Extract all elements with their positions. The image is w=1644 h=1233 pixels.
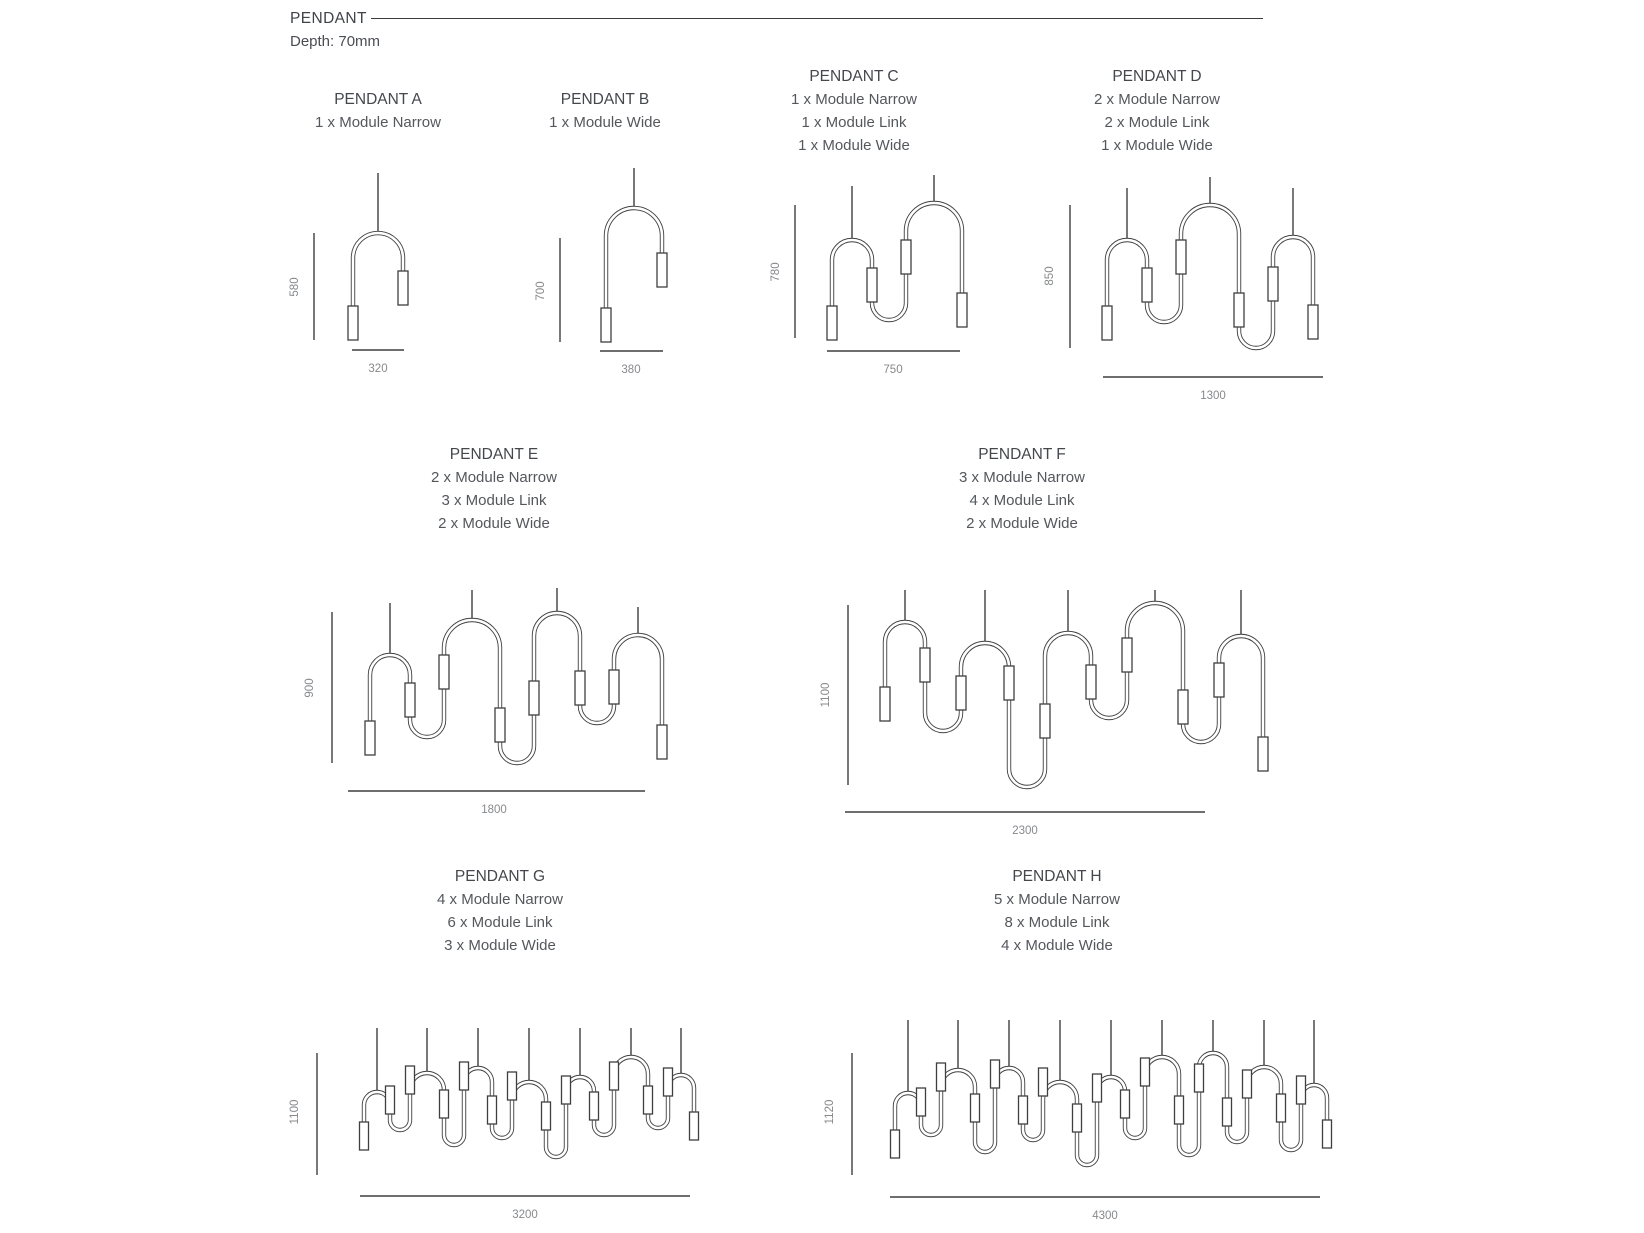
page-title: PENDANT bbox=[290, 10, 367, 27]
lamp-module bbox=[529, 681, 539, 715]
lamp-module bbox=[1308, 305, 1318, 339]
lamp-module bbox=[601, 308, 611, 342]
width-dimension-label: 320 bbox=[368, 363, 388, 375]
lamp-module bbox=[867, 268, 877, 302]
width-dimension-label: 1800 bbox=[481, 804, 507, 816]
lamp-module bbox=[439, 655, 449, 689]
lamp-module bbox=[1258, 737, 1268, 771]
width-dimension-label: 1300 bbox=[1200, 390, 1226, 402]
tube-outline bbox=[885, 603, 1263, 787]
lamp-module bbox=[1039, 1068, 1048, 1096]
lamp-module bbox=[1323, 1120, 1332, 1148]
pendant-drawing bbox=[500, 160, 770, 390]
module-count-line: 6 x Module Link bbox=[447, 914, 553, 931]
pendant-drawing bbox=[285, 1005, 715, 1233]
module-count-line: 3 x Module Wide bbox=[444, 937, 556, 954]
height-dimension-label: 700 bbox=[535, 281, 547, 301]
lamp-module bbox=[1004, 666, 1014, 700]
tube-inner-line bbox=[606, 208, 662, 308]
lamp-module bbox=[1297, 1076, 1306, 1104]
pendant-title-block bbox=[872, 443, 1172, 535]
lamp-module bbox=[891, 1130, 900, 1158]
module-count-line: 1 x Module Narrow bbox=[791, 91, 917, 108]
lamp-module bbox=[1102, 306, 1112, 340]
lamp-module bbox=[1122, 638, 1132, 672]
lamp-module bbox=[508, 1072, 517, 1100]
width-dimension-label: 380 bbox=[621, 364, 641, 376]
module-count-line: 8 x Module Link bbox=[1004, 914, 1110, 931]
lamp-module bbox=[690, 1112, 699, 1140]
lamp-module bbox=[937, 1063, 946, 1091]
module-count-line: 5 x Module Narrow bbox=[994, 891, 1120, 908]
lamp-module bbox=[1121, 1090, 1130, 1118]
lamp-module bbox=[1223, 1098, 1232, 1126]
lamp-module bbox=[1268, 267, 1278, 301]
lamp-module bbox=[1073, 1104, 1082, 1132]
lamp-module bbox=[386, 1086, 395, 1114]
module-count-line: 1 x Module Link bbox=[801, 114, 907, 131]
lamp-module bbox=[827, 306, 837, 340]
module-count-line: 4 x Module Narrow bbox=[437, 891, 563, 908]
lamp-module bbox=[1243, 1070, 1252, 1098]
module-count-line: 2 x Module Narrow bbox=[431, 469, 557, 486]
pendant-drawing bbox=[815, 1005, 1360, 1233]
lamp-module bbox=[657, 725, 667, 759]
lamp-module bbox=[644, 1086, 653, 1114]
pendant-drawing bbox=[280, 575, 690, 830]
lamp-module bbox=[360, 1122, 369, 1150]
lamp-module bbox=[1093, 1074, 1102, 1102]
width-dimension-label: 750 bbox=[883, 364, 903, 376]
pendant-title: PENDANT A bbox=[334, 91, 422, 108]
height-dimension-label: 1100 bbox=[289, 1099, 301, 1125]
lamp-module bbox=[1214, 663, 1224, 697]
pendant-title: PENDANT B bbox=[560, 91, 650, 108]
module-count-line: 1 x Module Wide bbox=[1101, 137, 1213, 154]
lamp-module bbox=[957, 293, 967, 327]
pendant-drawing bbox=[770, 160, 1000, 395]
lamp-module bbox=[406, 1066, 415, 1094]
lamp-module bbox=[1195, 1064, 1204, 1092]
height-dimension-label: 580 bbox=[289, 277, 301, 297]
lamp-module bbox=[365, 721, 375, 755]
lamp-module bbox=[488, 1096, 497, 1124]
pendant-drawing bbox=[280, 160, 480, 390]
lamp-module bbox=[460, 1062, 469, 1090]
pendant-title: PENDANT D bbox=[1112, 68, 1202, 85]
pendant-title: PENDANT C bbox=[809, 68, 899, 85]
lamp-module bbox=[562, 1076, 571, 1104]
height-dimension-label: 1120 bbox=[824, 1099, 836, 1125]
module-count-line: 1 x Module Wide bbox=[798, 137, 910, 154]
pendant-title: PENDANT F bbox=[978, 446, 1066, 463]
module-count-line: 3 x Module Link bbox=[441, 492, 547, 509]
lamp-module bbox=[901, 240, 911, 274]
module-count-line: 1 x Module Wide bbox=[549, 114, 661, 131]
pendant-title: PENDANT E bbox=[449, 446, 539, 463]
pendant-title-block bbox=[350, 865, 650, 957]
width-dimension-label: 4300 bbox=[1092, 1210, 1118, 1222]
page-subtitle: Depth: 70mm bbox=[290, 33, 381, 50]
lamp-module bbox=[575, 671, 585, 705]
width-dimension-label: 3200 bbox=[512, 1209, 538, 1221]
tube-inner-line bbox=[885, 603, 1263, 787]
lamp-module bbox=[657, 253, 667, 287]
lamp-module bbox=[917, 1088, 926, 1116]
module-count-line: 1 x Module Narrow bbox=[315, 114, 441, 131]
tube-outline bbox=[606, 208, 662, 308]
lamp-module bbox=[1176, 240, 1186, 274]
lamp-module bbox=[1019, 1096, 1028, 1124]
lamp-module bbox=[348, 306, 358, 340]
module-count-line: 2 x Module Link bbox=[1104, 114, 1210, 131]
module-count-line: 4 x Module Wide bbox=[1001, 937, 1113, 954]
lamp-module bbox=[956, 676, 966, 710]
pendant-drawing bbox=[1030, 160, 1350, 410]
lamp-module bbox=[1178, 690, 1188, 724]
tube-inner-line bbox=[1107, 205, 1313, 348]
module-count-line: 2 x Module Narrow bbox=[1094, 91, 1220, 108]
lamp-module bbox=[664, 1068, 673, 1096]
height-dimension-label: 1100 bbox=[820, 682, 832, 708]
lamp-module bbox=[610, 1062, 619, 1090]
header-rule bbox=[371, 18, 1263, 19]
height-dimension-label: 780 bbox=[770, 262, 782, 282]
lamp-module bbox=[542, 1102, 551, 1130]
lamp-module bbox=[1277, 1094, 1286, 1122]
lamp-module bbox=[609, 670, 619, 704]
height-dimension-label: 850 bbox=[1044, 266, 1056, 286]
module-count-line: 2 x Module Wide bbox=[438, 515, 550, 532]
pendant-title: PENDANT G bbox=[454, 868, 546, 885]
lamp-module bbox=[1141, 1058, 1150, 1086]
lamp-module bbox=[590, 1092, 599, 1120]
pendant-drawing bbox=[800, 575, 1290, 850]
pendant-title: PENDANT H bbox=[1012, 868, 1102, 885]
tube-outline bbox=[1107, 205, 1313, 348]
lamp-module bbox=[991, 1060, 1000, 1088]
pendant-title-block bbox=[1007, 65, 1307, 157]
lamp-module bbox=[495, 708, 505, 742]
width-dimension-label: 2300 bbox=[1012, 825, 1038, 837]
lamp-module bbox=[1234, 293, 1244, 327]
lamp-module bbox=[440, 1090, 449, 1118]
lamp-module bbox=[1040, 704, 1050, 738]
tube-outline bbox=[353, 233, 403, 306]
lamp-module bbox=[398, 271, 408, 305]
lamp-module bbox=[1175, 1096, 1184, 1124]
height-dimension-label: 900 bbox=[304, 678, 316, 698]
module-count-line: 4 x Module Link bbox=[969, 492, 1075, 509]
pendant-title-block bbox=[907, 865, 1207, 957]
module-count-line: 3 x Module Narrow bbox=[959, 469, 1085, 486]
lamp-module bbox=[971, 1094, 980, 1122]
lamp-module bbox=[920, 648, 930, 682]
lamp-module bbox=[1142, 268, 1152, 302]
lamp-module bbox=[405, 683, 415, 717]
tube-inner-line bbox=[353, 233, 403, 306]
lamp-module bbox=[1086, 665, 1096, 699]
module-count-line: 2 x Module Wide bbox=[966, 515, 1078, 532]
lamp-module bbox=[880, 687, 890, 721]
pendant-title-block bbox=[344, 443, 644, 535]
pendant-title-block bbox=[704, 65, 1004, 157]
